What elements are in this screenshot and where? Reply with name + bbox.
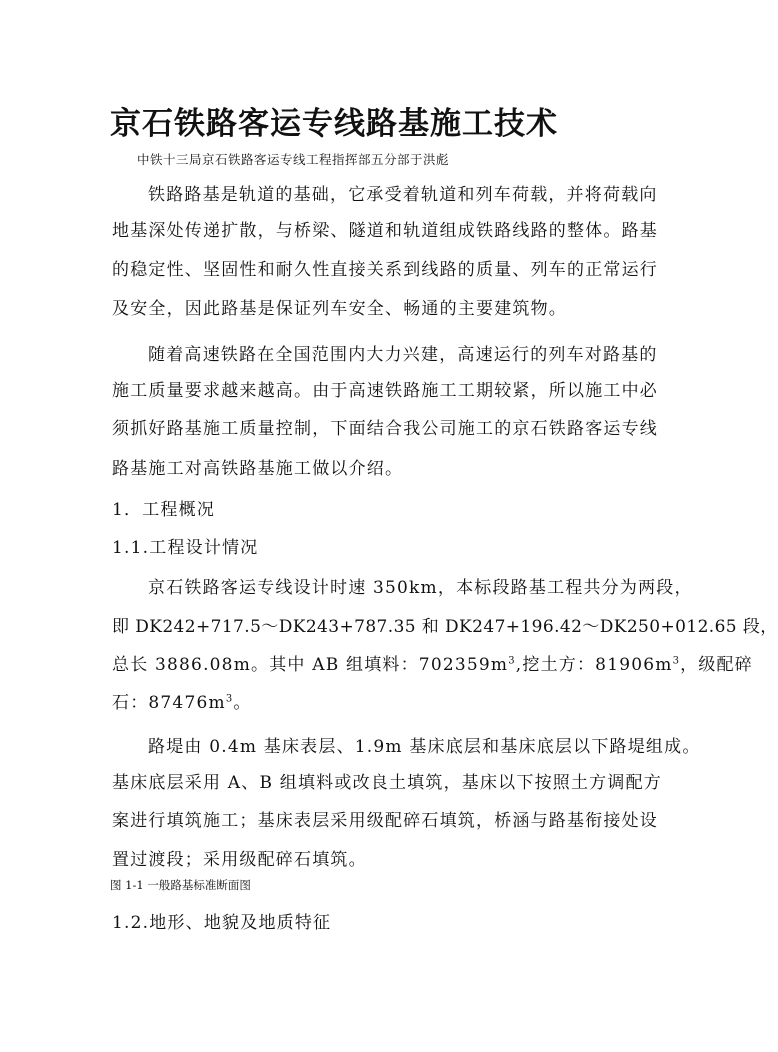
cubic-superscript: 3 [672,655,681,667]
paragraph-1-line-1: 铁路路基是轨道的基础，它承受着轨道和列车荷载，并将荷载向 [148,185,658,205]
paragraph-2-line-1: 随着高速铁路在全国范围内大力兴建，高速运行的列车对路基的 [148,345,658,365]
cubic-superscript: 3 [225,693,234,705]
paragraph-2-line-2: 施工质量要求越来越高。由于高速铁路施工工期较紧，所以施工中必 [112,381,658,401]
paragraph-3-line-3 [112,650,753,675]
section-heading-1-1: 1.1.工程设计情况 [112,538,259,558]
section-heading-1-2: 1.2.地形、地貌及地质特征 [112,913,332,933]
paragraph-3-line-4-part-a: 石：87476m [112,693,226,713]
paragraph-3-line-4-part-b: 。 [233,693,252,713]
paragraph-1-line-3: 的稳定性、坚固性和耐久性直接关系到线路的质量、列车的正常运行 [112,260,658,280]
paragraph-1-line-2: 地基深处传递扩散，与桥梁、隧道和轨道组成铁路线路的整体。路基 [112,221,658,241]
paragraph-4-line-2: 基床底层采用 A、B 组填料或改良土填筑，基床以下按照土方调配方 [112,773,662,793]
document-title: 京石铁路客运专线路基施工技术 [110,106,558,142]
section-heading-1: 1．工程概况 [112,500,216,520]
figure-caption: 图 1-1 一般路基标准断面图 [110,878,251,892]
paragraph-2-line-4: 路基施工对高铁路基施工做以介绍。 [112,459,404,479]
paragraph-3-line-3-part-b: ,挖土方：81906m [515,655,673,675]
author-line: 中铁十三局京石铁路客运专线工程指挥部五分部于洪彪 [137,152,450,167]
paragraph-2-line-3: 须抓好路基施工质量控制，下面结合我公司施工的京石铁路客运专线 [112,419,658,439]
paragraph-4-line-1: 路堤由 0.4m 基床表层、1.9m 基床底层和基床底层以下路堤组成。 [148,737,701,757]
paragraph-4-line-3: 案进行填筑施工；基床表层采用级配碎石填筑，桥涵与路基衔接处设 [112,811,658,831]
paragraph-4-line-4: 置过渡段；采用级配碎石填筑。 [112,850,367,870]
paragraph-3-line-2: 即 DK242+717.5～DK243+787.35 和 DK247+196.42～DK250+012.65 段， [112,617,778,637]
paragraph-3-line-3-part-c: ，级配碎 [680,655,753,675]
paragraph-3-line-1: 京石铁路客运专线设计时速 350km，本标段路基工程共分为两段， [148,578,693,598]
paragraph-3-line-4 [112,688,252,713]
paragraph-1-line-4: 及安全，因此路基是保证列车安全、畅通的主要建筑物。 [112,299,567,319]
cubic-superscript: 3 [508,655,516,667]
paragraph-3-line-3-part-a: 总长 3886.08m。其中 AB 组填料：702359m [112,655,509,675]
